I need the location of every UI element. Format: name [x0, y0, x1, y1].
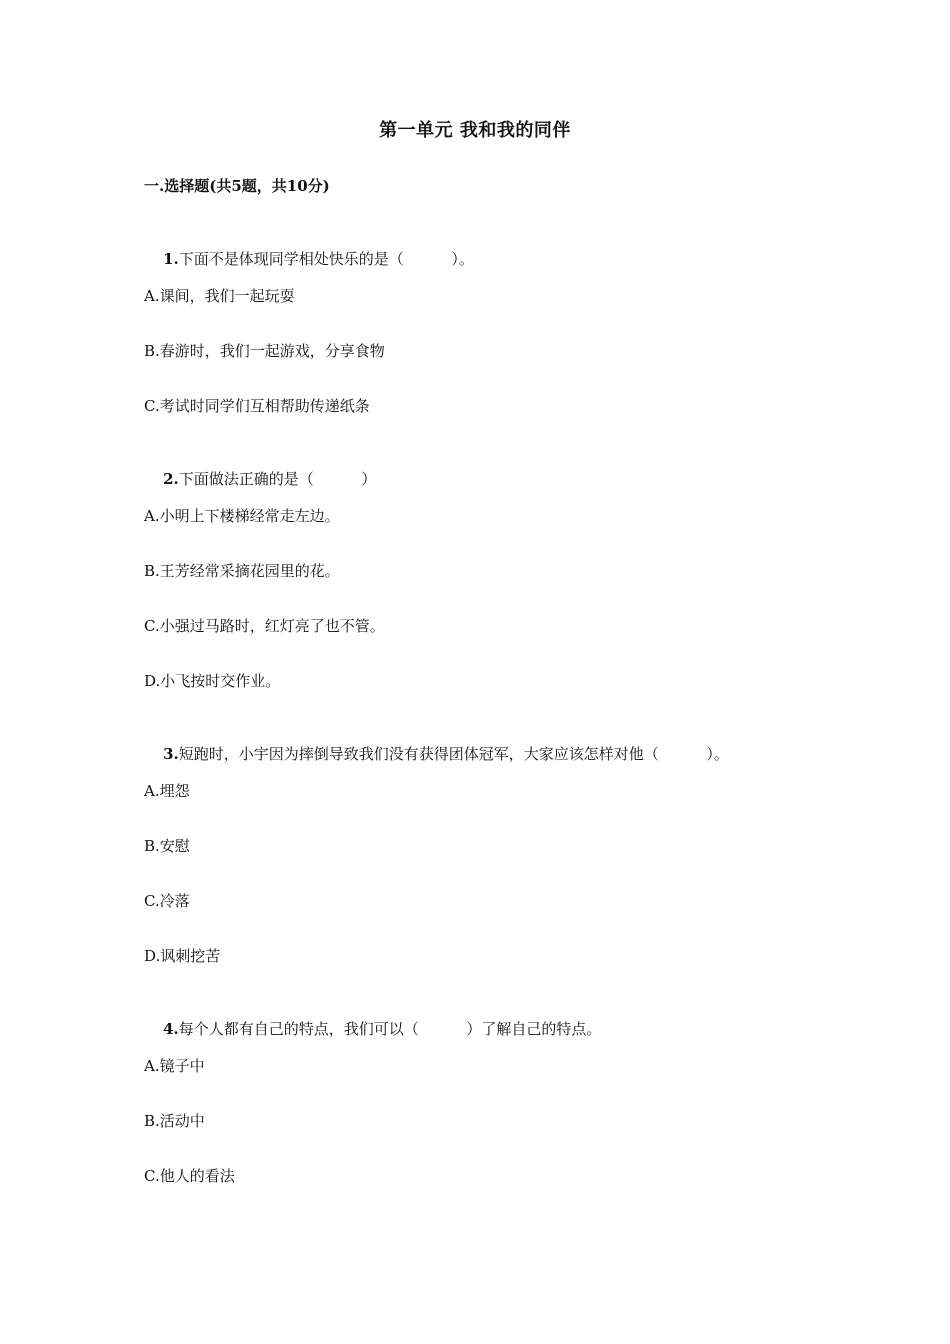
option-3a: A.埋怨 [144, 782, 190, 800]
option-4c: C.他人的看法 [144, 1167, 235, 1185]
section-heading: 一.选择题(共5题，共10分) [144, 177, 330, 195]
option-3c: C.冷落 [144, 892, 190, 910]
question-number: 4. [163, 1020, 179, 1038]
option-2b: B.王芳经常采摘花园里的花。 [144, 562, 340, 580]
question-stem: 每个人都有自己的特点，我们可以（ ）了解自己的特点。 [178, 1020, 602, 1038]
question-stem: 下面做法正确的是（ ） [178, 470, 377, 488]
option-2c: C.小强过马路时，红灯亮了也不管。 [144, 617, 385, 635]
question-4 [144, 1000, 601, 1057]
question-stem: 下面不是体现同学相处快乐的是（ ）。 [178, 250, 474, 268]
option-3b: B.安慰 [144, 837, 190, 855]
option-1b: B.春游时，我们一起游戏，分享食物 [144, 342, 385, 360]
question-number: 3. [163, 745, 179, 763]
question-2 [144, 450, 376, 507]
question-stem: 短跑时，小宇因为摔倒导致我们没有获得团体冠军，大家应该怎样对他（ ）。 [178, 745, 729, 763]
option-2a: A.小明上下楼梯经常走左边。 [144, 507, 340, 525]
option-1a: A.课间，我们一起玩耍 [144, 287, 295, 305]
question-3 [144, 725, 729, 782]
page-title: 第一单元 我和我的同伴 [379, 120, 571, 141]
question-number: 1. [163, 250, 179, 268]
option-1c: C.考试时同学们互相帮助传递纸条 [144, 397, 370, 415]
option-2d: D.小飞按时交作业。 [144, 672, 281, 690]
question-number: 2. [163, 470, 179, 488]
option-4b: B.活动中 [144, 1112, 205, 1130]
question-1 [144, 230, 474, 287]
option-3d: D.讽刺挖苦 [144, 947, 221, 965]
option-4a: A.镜子中 [144, 1057, 205, 1075]
